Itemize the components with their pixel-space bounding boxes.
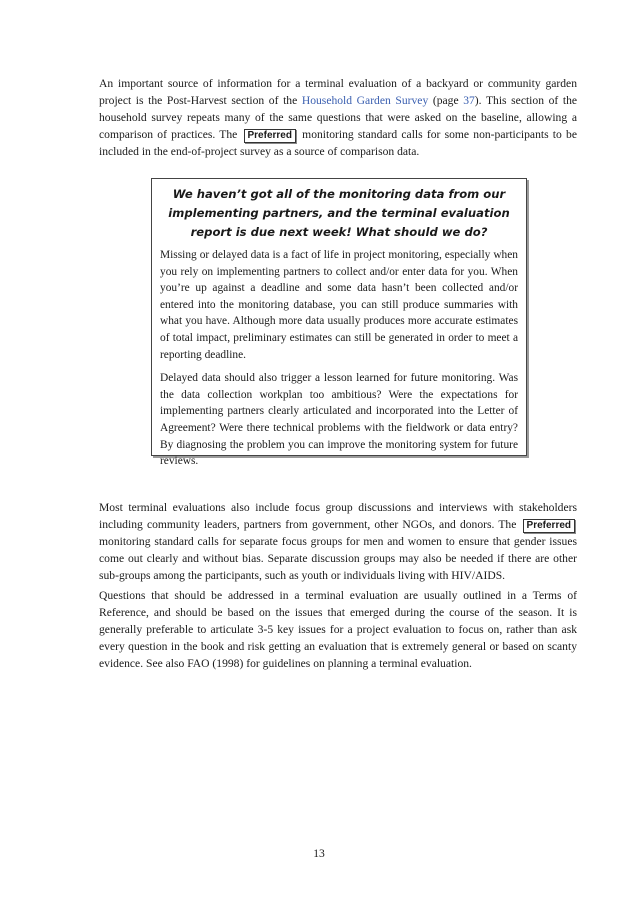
callout-answer-paragraph-1: Missing or delayed data is a fact of life in project monitoring, especially when you rely on implementing partners to collect and/or enter data for you. When you’re up against a deadline and some data hasn’t been collected and/or entered into the monitoring database, you can still produce summaries with what you have. Although more data usually produces more accurate estimates of total impact, preliminary estimates can still be generated in order to meet a reporting deadline. bbox=[160, 249, 518, 361]
intro-text-d: monitoring standard calls for some non-participants to be included in the end-of-project survey as a source of comparison data. bbox=[99, 128, 577, 158]
page-number: 13 bbox=[313, 847, 325, 860]
intro-text-b: (page bbox=[428, 94, 464, 107]
intro-text-c: ). This section of the household survey repeats many of the same questions that were asked on the baseline, allowing a comparison of practices. The bbox=[99, 94, 578, 141]
household-garden-survey-link[interactable]: Household Garden Survey bbox=[301, 94, 429, 107]
focus-text-a: Most terminal evaluations also include focus group discussions and interviews with stakeholders including community leaders, partners from government, other NGOs, and donors. The bbox=[99, 501, 577, 531]
page-reference-link[interactable]: 37 bbox=[463, 94, 475, 107]
intro-text-a: An important source of information for a terminal evaluation of a backyard or community garden project is the Post-Harvest section of the bbox=[99, 77, 577, 107]
focus-groups-paragraph bbox=[99, 499, 577, 584]
focus-text-b: monitoring standard calls for separate focus groups for men and women to ensure that gender issues come out clearly and without bias. Separate discussion groups may also be needed if there are other sub-groups among the participants, such as youth or individuals living with HIV/AIDS. bbox=[99, 535, 577, 582]
callout-question-title: We haven’t got all of the monitoring data from our implementing partners, and the terminal evaluation report is due next week! What should we do? bbox=[168, 187, 510, 239]
preferred-badge-2: Preferred bbox=[523, 519, 575, 533]
faq-callout-box bbox=[151, 178, 527, 468]
preferred-badge: Preferred bbox=[244, 129, 296, 143]
callout-answer-paragraph-2: Delayed data should also trigger a lesson learned for future monitoring. Was the data collection workplan too ambitious? Were the expectations for implementing partners clearly articulated and incorporated into the Letter of Agreement? Were there technical problems with the fieldwork or data entry? By diagnosing the problem you can improve the monitoring system for future reviews. bbox=[160, 372, 518, 468]
terms-of-reference-paragraph: Questions that should be addressed in a terminal evaluation are usually outlined in a Terms of Reference, and should be based on the issues that emerged during the course of the season. It is generally preferable to articulate 3-5 key issues for a project evaluation to focus on, rather than ask every question in the book and risk getting an evaluation that is extremely general or based on scanty evidence. See also FAO (1998) for guidelines on planning a terminal evaluation. bbox=[99, 589, 577, 670]
intro-paragraph bbox=[99, 75, 577, 160]
